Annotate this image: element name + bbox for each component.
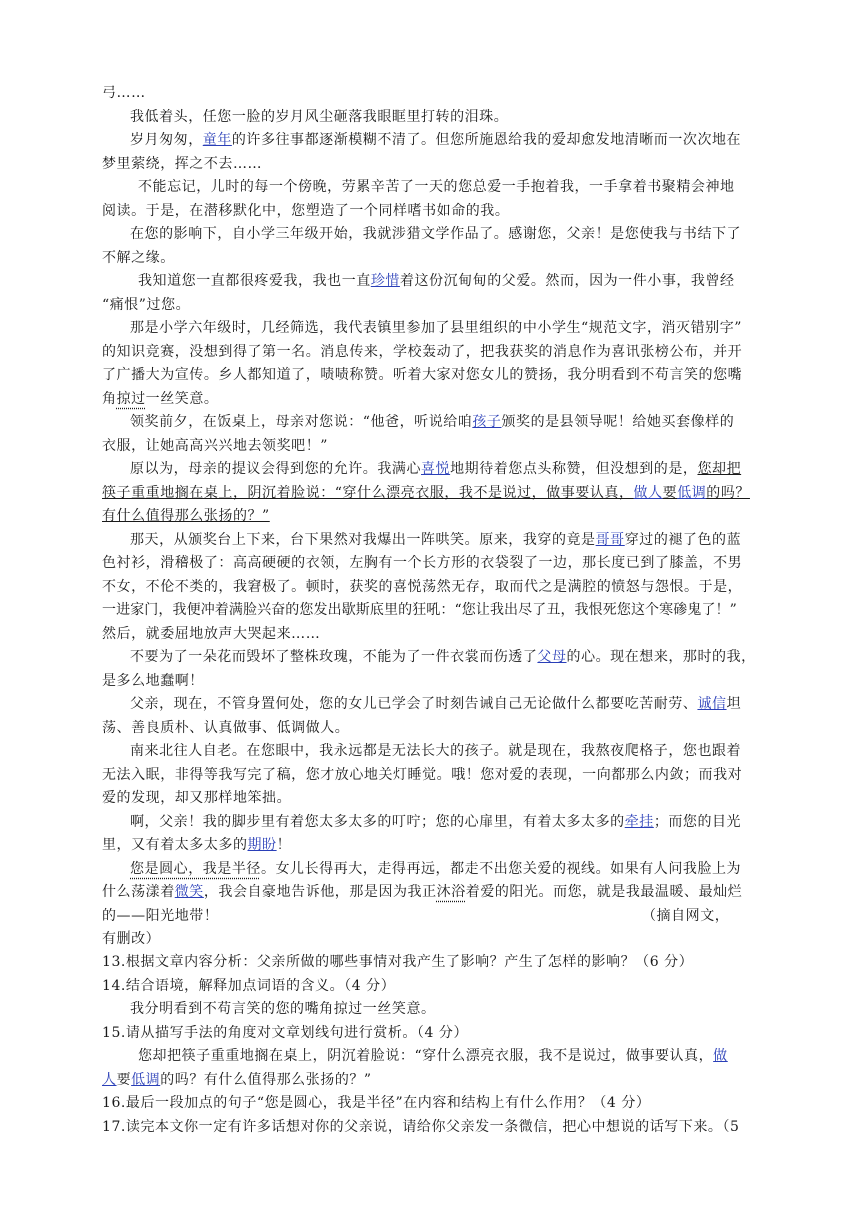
text-line: “痛恨”过您。 [102,296,191,313]
text-line: 里，又有着太多太多的期盼！ [102,837,292,853]
text-line: 不女，不伦不类的，我窘极了。顿时，获奖的喜悦荡然无存，取而代之是满腔的愤怒与怨恨。于是， [102,578,743,595]
text-line: 荡、善良质朴、认真做事、低调做人。 [102,719,350,736]
link-qipan[interactable]: 期盼 [247,837,277,853]
underlined-sentence: 您却把 [697,461,742,477]
text-line: 的——阳光地带！ （摘自网文， [102,905,762,929]
text-line: 父亲，现在，不管身置何处，您的女儿已学会了时刻告诫自己无论做什么都要吃苦耐劳、诚信坦 [130,696,742,712]
text-line: 角掠过一丝笑意。 [102,390,219,407]
question-14: 14.结合语境，解释加点词语的含义。（4 分） [102,977,396,994]
text-line: 啊，父亲！我的脚步里有着您太多太多的叮咛；您的心扉里，有着太多太多的牵挂；而您的目光 [130,813,742,830]
question-13: 13.根据文章内容分析：父亲所做的哪些事情对我产生了影响？产生了怎样的影响？（6 分） [102,954,694,970]
text-line: 是多么地蠢啊！ [102,672,204,689]
text-line: 一进家门，我便冲着满脸兴奋的您发出歇斯底里的狂吼：“您让我出尽了丑，我恨死您这个寒碜鬼了！” [102,602,737,618]
link-zhenxi[interactable]: 珍惜 [370,273,400,289]
question-15-sentence-cont: 人要低调的吗？有什么值得那么张扬的？” [102,1071,372,1088]
underlined-sentence: 有什么值得那么张扬的？” [102,508,270,524]
question-16: 16.最后一段加点的句子“您是圆心，我是半径”在内容和结构上有什么作用？（4 分） [102,1095,651,1111]
question-17: 17.读完本文你一定有许多话想对你的父亲说，请给你父亲发一条微信，把心中想说的话写下来。（5 [102,1118,740,1135]
text-line: 不解之缘。 [102,249,175,266]
link-chengxin[interactable]: 诚信 [697,696,727,712]
text-line: 弓…… [102,85,146,101]
text-line: 不要为了一朵花而毁坏了整株玫瑰，不能为了一件衣裳而伤透了父母的心。现在想来，那时的我， [130,649,756,665]
text-line: 爱的发现，却又那样地笨拙。 [102,790,292,806]
link-qiangua[interactable]: 牵挂 [624,813,654,830]
text-line: 我知道您一直都很疼爱我，我也一直珍惜着这份沉甸甸的父爱。然而，因为一件小事，我曾经 [138,273,735,289]
link-ren[interactable]: 人 [102,1071,117,1088]
text-line: 阅读。于是，在潜移默化中，您塑造了一个同样嗜书如命的我。 [102,202,510,219]
link-xiyue[interactable]: 喜悦 [421,461,451,477]
text-line: 梦里萦绕，挥之不去…… [102,155,263,172]
text-line: 有删改） [102,931,161,947]
text-line [102,505,762,529]
dotted-word: 沐浴 [436,884,466,900]
text-line: 岁月匆匆，童年的许多往事都逐渐模糊不清了。但您所施恩给我的爱却愈发地清晰而一次次地在 [130,132,742,148]
text-line: 在您的影响下，自小学三年级开始，我就涉猎文学作品了。感谢您，父亲！是您使我与书结下了 [130,226,742,242]
text-line: 原以为，母亲的提议会得到您的允许。我满心喜悦地期待着您点头称赞，但没想到的是，您却把 [130,461,742,477]
text-line: 我低着头，任您一脸的岁月风尘砸落我眼眶里打转的泪珠。 [130,108,509,125]
underlined-sentence: 筷子重重地搁在桌上，阴沉着脸说：“穿什么漂亮衣服，我不是说过，做事要认真，做人要低调的吗？ [102,484,750,501]
text-line: 衣服，让她高高兴兴地去领奖吧！” [102,437,328,454]
link-zuoren[interactable]: 做人 [633,484,663,501]
text-line: 什么荡漾着微笑，我会自豪地告诉他，那是因为我正沐浴着爱的阳光。而您，就是我最温暖、最灿烂 [102,884,743,900]
link-didiao-question[interactable]: 低调 [131,1071,161,1088]
link-gege[interactable]: 哥哥 [595,531,625,548]
link-weixiao[interactable]: 微笑 [174,884,204,900]
source-note: （摘自网文， [642,907,730,924]
text-line: 无法入眠，非得等我写完了稿，您才放心地关灯睡觉。哦！您对爱的表现，一向都那么内敛；而我对 [102,766,743,783]
story-text [102,82,762,952]
dotted-word: 掠过 [116,390,146,407]
dotted-sentence: 您是圆心，我是半径 [130,860,261,877]
text-line [102,482,762,506]
questions-section [102,951,762,1139]
text-line: 的知识竞赛，没想到得了第一名。消息传来，学校轰动了，把我获奖的消息作为喜讯张榜公布，并开 [102,343,743,360]
question-15-sentence: 您却把筷子重重地搁在桌上，阴沉着脸说：“穿什么漂亮衣服，我不是说过，做事要认真，做 [138,1048,728,1064]
link-zuo[interactable]: 做 [713,1048,728,1064]
text-line: 领奖前夕，在饭桌上，母亲对您说：“他爸，听说给咱孩子颁奖的是县领导呢！给她买套像样的 [130,414,735,430]
text-line: 色衬衫，滑稽极了：高高硬硬的衣领，左胸有一个长方形的衣袋裂了一边，那长度已到了膝盖，不男 [102,555,743,571]
text-line: 您是圆心，我是半径。女儿长得再大，走得再远，都走不出您关爱的视线。如果有人问我脸上为 [130,860,742,877]
text-line: 南来北往人自老。在您眼中，我永远都是无法长大的孩子。就是现在，我熬夜爬格子，您也跟着 [130,743,742,759]
link-didiao[interactable]: 低调 [677,484,707,501]
text-line: 了广播大为宣传。乡人都知道了，啧啧称赞。听着大家对您女儿的赞扬，我分明看到不苟言笑的您嘴 [102,367,743,383]
text-line: 那天，从颁奖台上下来，台下果然对我爆出一阵哄笑。原来，我穿的竟是哥哥穿过的褪了色的蓝 [130,531,742,548]
question-14-sentence: 我分明看到不苟言笑的您的嘴角掠过一丝笑意。 [130,1001,436,1017]
text-line: 那是小学六年级时，几经筛选，我代表镇里参加了县里组织的中小学生“规范文字，消灭错别字” [130,320,742,336]
link-haizi[interactable]: 孩子 [472,414,502,430]
link-fumu[interactable]: 父母 [537,649,567,665]
question-15: 15.请从描写手法的角度对文章划线句进行赏析。（4 分） [102,1024,469,1041]
link-tongnian[interactable]: 童年 [202,132,232,148]
text-line: 然后，就委屈地放声大哭起来…… [102,625,321,642]
text-line: 不能忘记，儿时的每一个傍晚，劳累辛苦了一天的您总爱一手抱着我，一手拿着书聚精会神地 [138,179,735,195]
